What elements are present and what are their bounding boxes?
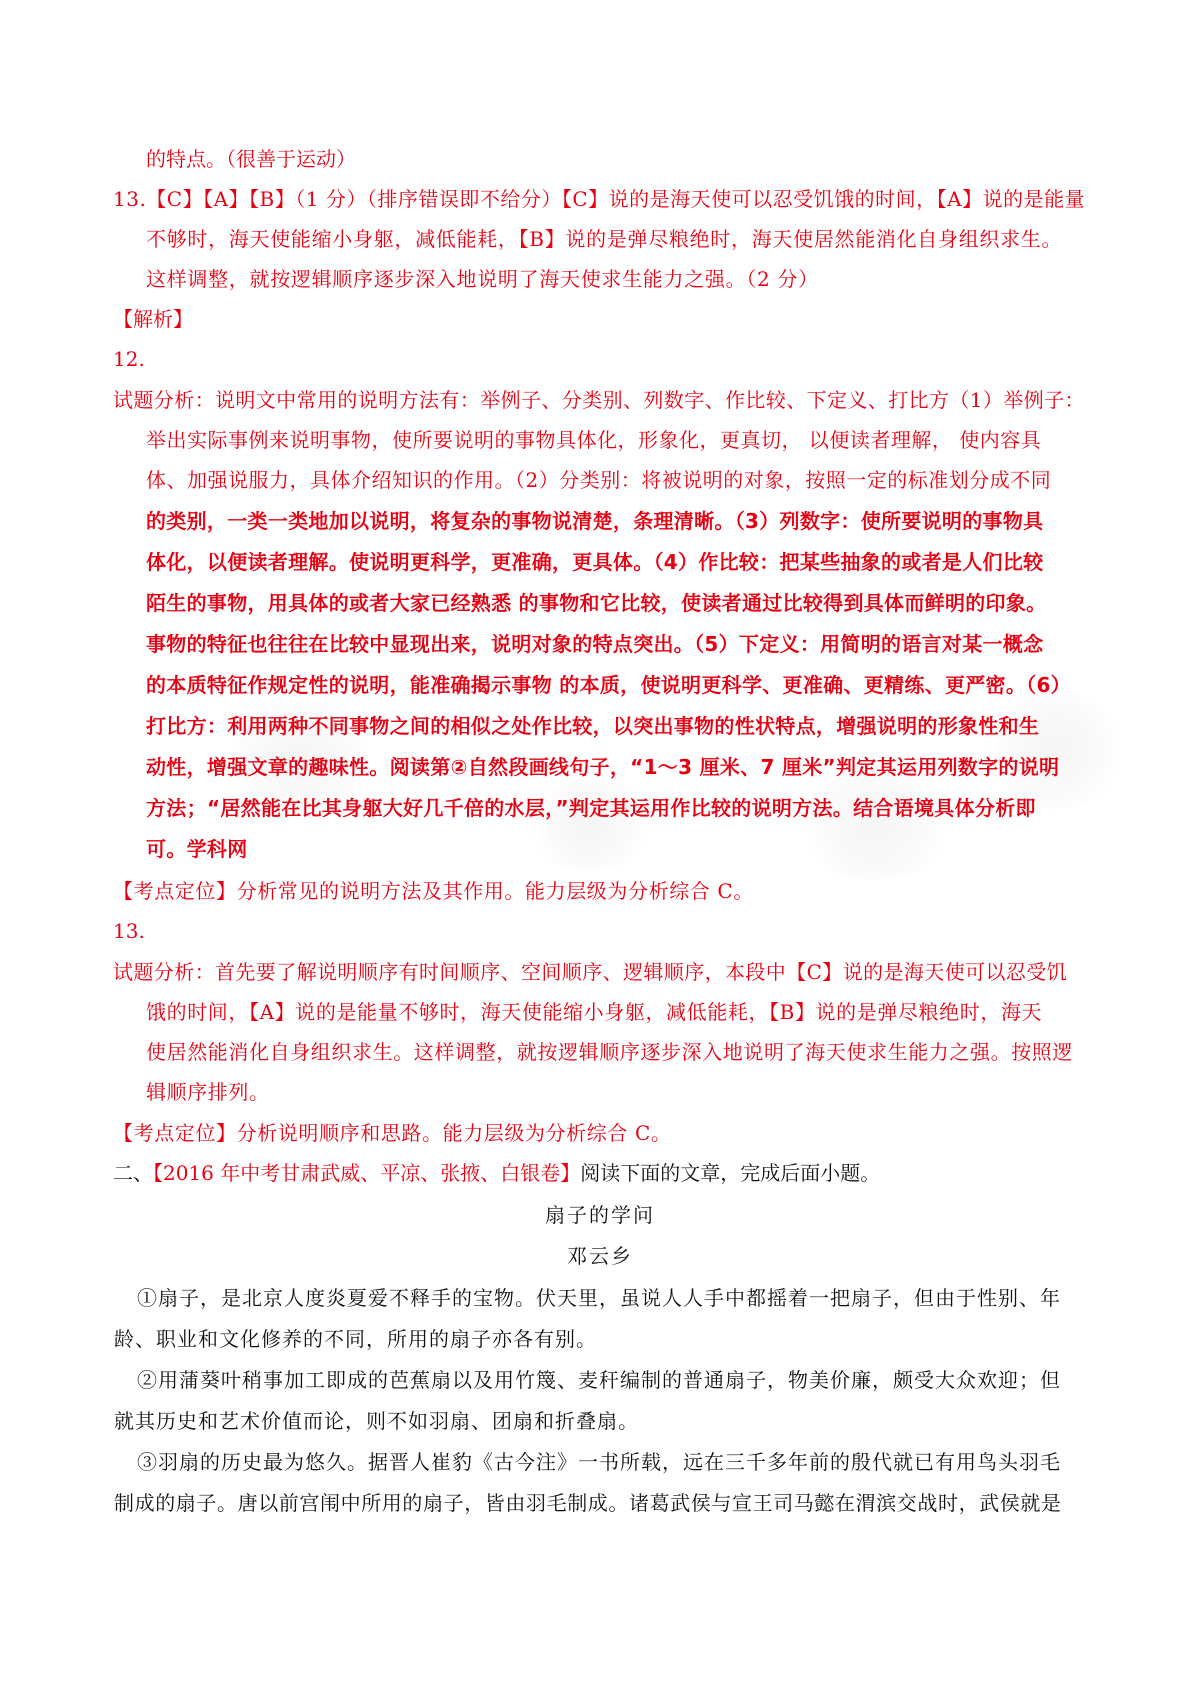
analysis-line: 举出实际事例来说明事物，使所要说明的事物具体化，形象化，更真切， 以便读者理解， 使内容具 [146, 428, 1042, 452]
analysis-line: 的类别，一类一类地加以说明，将复杂的事物说清楚，条理清晰。（3）列数字：使所要说明的事物具 [146, 509, 1044, 533]
question-two-instruction: 阅读下面的文章，完成后面小题。 [580, 1161, 881, 1185]
analysis-line: 使居然能消化自身组织求生。这样调整，就按逻辑顺序逐步深入地说明了海天使求生能力之强。按照逻 [146, 1040, 1073, 1064]
analysis-line: 试题分析：说明文中常用的说明方法有：举例子、分类别、列数字、作比较、下定义、打比方（1）举例子： [113, 388, 1085, 412]
question-two-prefix: 二、 [113, 1161, 153, 1185]
answer-line: 的特点。（很善于运动） [146, 147, 356, 171]
analysis-line: 试题分析：首先要了解说明顺序有时间顺序、空间顺序、逻辑顺序，本段中【C】说的是海天使可以忍受饥 [113, 960, 1068, 984]
question-number: 12. [113, 347, 145, 371]
question-two-header [113, 1161, 880, 1185]
analysis-line: 打比方：利用两种不同事物之间的相似之处作比较，以突出事物的性状特点，增强说明的形象性和生 [146, 714, 1040, 738]
answer-line: 13.【C】【A】【B】（1 分）（排序错误即不给分）【C】说的是海天使可以忍受饥饿的时间，【A】说的是能量 [113, 187, 1086, 211]
article-title: 扇子的学问 [545, 1203, 655, 1227]
analysis-line: 辑顺序排列。 [146, 1080, 270, 1104]
analysis-heading: 【解析】 [113, 307, 193, 331]
article-paragraph-line: ③羽扇的历史最为悠久。据晋人崔豹《古今注》一书所载，远在三千多年前的殷代就已有用鸟头羽毛 [137, 1450, 1061, 1474]
article-author: 邓云乡 [567, 1244, 633, 1268]
test-point-location: 【考点定位】分析说明顺序和思路。能力层级为分析综合 C。 [113, 1121, 672, 1145]
answer-line: 这样调整，就按逻辑顺序逐步深入地说明了海天使求生能力之强。（2 分） [146, 267, 819, 291]
watermark [520, 780, 660, 870]
question-two-source: 【2016 年中考甘肃武威、平凉、张掖、白银卷】 [153, 1161, 581, 1185]
article-paragraph-line: ①扇子，是北京人度炎夏爱不释手的宝物。伏天里，虽说人人手中都摇着一把扇子，但由于性别、年 [137, 1286, 1061, 1310]
question-number: 13. [113, 919, 145, 943]
analysis-line: 动性，增强文章的趣味性。阅读第②自然段画线句子，“1～3 厘米、7 厘米”判定其运用列数字的说明 [146, 755, 1060, 779]
watermark [980, 690, 1130, 810]
article-paragraph-line: 制成的扇子。唐以前宫闱中所用的扇子，皆由羽毛制成。诸葛武侯与宣王司马懿在渭滨交战时，武侯就是 [114, 1491, 1062, 1515]
analysis-line: 陌生的事物，用具体的或者大家已经熟悉 的事物和它比较，使读者通过比较得到具体而鲜明的印象。 [146, 591, 1047, 615]
article-paragraph-line: 就其历史和艺术价值而论，则不如羽扇、团扇和折叠扇。 [114, 1409, 639, 1433]
article-paragraph-line: 龄、职业和文化修养的不同，所用的扇子亦各有别。 [114, 1327, 597, 1351]
analysis-line: 体化，以便读者理解。使说明更科学，更准确，更具体。（4）作比较：把某些抽象的或者是人们比较 [146, 550, 1044, 574]
analysis-line: 体、加强说服力，具体介绍知识的作用。（2）分类别：将被说明的对象，按照一定的标准划分成不同 [146, 468, 1052, 492]
analysis-line: 的本质特征作规定性的说明，能准确揭示事物 的本质，使说明更科学、更准确、更精练、更严密。（6） [146, 673, 1071, 697]
article-paragraph-line: ②用蒲葵叶稍事加工即成的芭蕉扇以及用竹篾、麦秆编制的普通扇子，物美价廉，颇受大众欢迎；但 [137, 1368, 1061, 1392]
analysis-line: 可。学科网 [146, 837, 248, 861]
analysis-line: 饿的时间，【A】说的是能量不够时，海天使能缩小身躯，减低能耗，【B】说的是弹尽粮绝时，海天 [146, 1000, 1043, 1024]
watermark [790, 770, 960, 880]
answer-line: 不够时，海天使能缩小身躯，减低能耗，【B】说的是弹尽粮绝时，海天使居然能消化自身组织求生。 [146, 227, 1063, 251]
test-point-location: 【考点定位】分析常见的说明方法及其作用。能力层级为分析综合 C。 [113, 879, 754, 903]
analysis-line: 事物的特征也往往在比较中显现出来，说明对象的特点突出。（5）下定义：用简明的语言对某一概念 [146, 632, 1044, 656]
analysis-line: 方法；“居然能在比其身躯大好几千倍的水层，”判定其运用作比较的说明方法。结合语境具体分析即 [146, 796, 1036, 820]
